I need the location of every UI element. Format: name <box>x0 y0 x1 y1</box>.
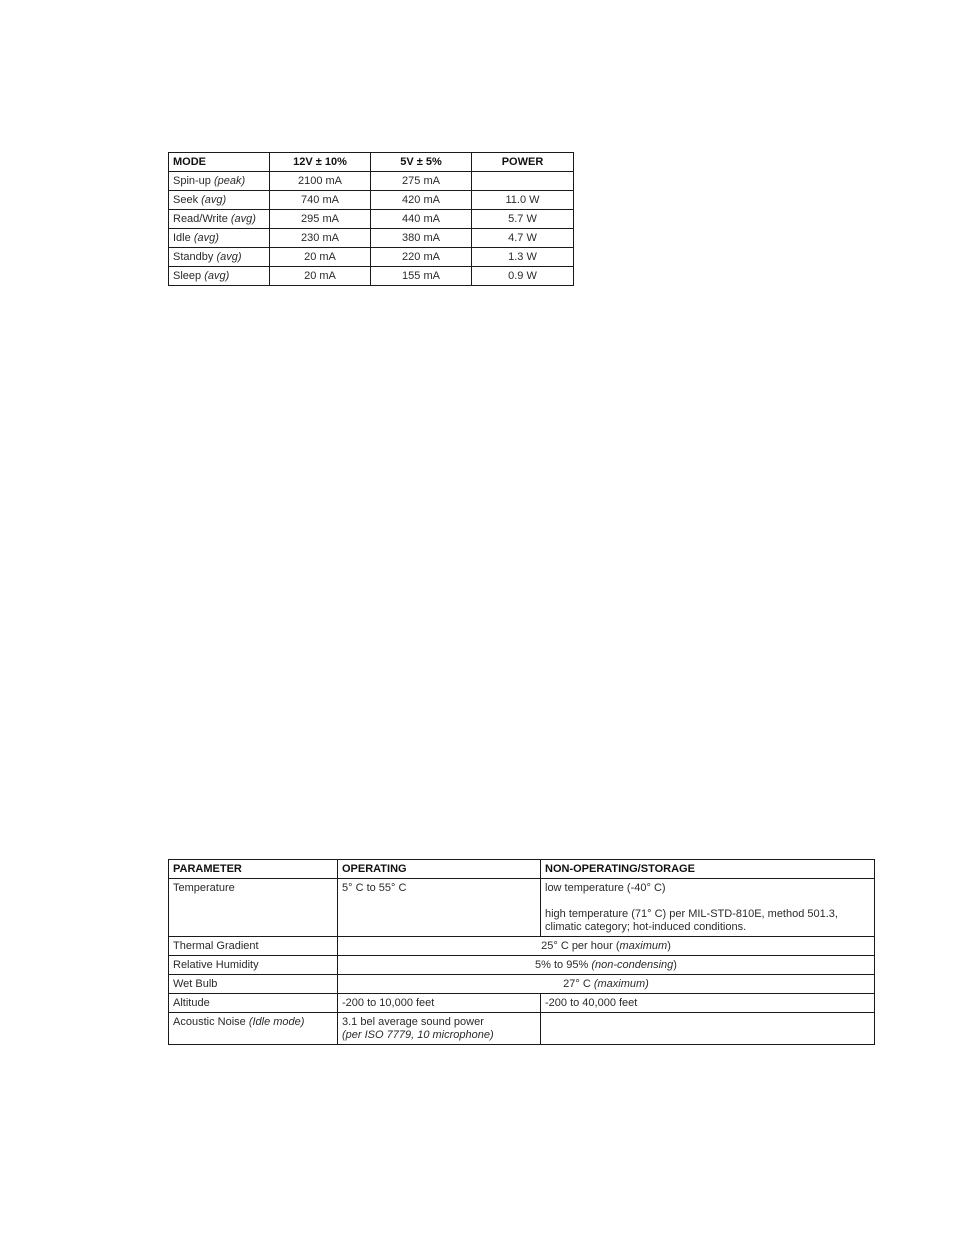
power-value: 5.7 W <box>472 210 574 229</box>
current-12v: 740 mA <box>270 191 371 210</box>
table-row-thermal-gradient <box>169 937 875 956</box>
current-5v: 420 mA <box>371 191 472 210</box>
current-5v: 155 mA <box>371 267 472 286</box>
current-5v: 220 mA <box>371 248 472 267</box>
combined-value <box>338 956 875 975</box>
current-5v: 440 mA <box>371 210 472 229</box>
mode-cell <box>169 229 270 248</box>
header-12v: 12V ± 10% <box>270 153 371 172</box>
power-value: 4.7 W <box>472 229 574 248</box>
mode-qualifier: (avg) <box>230 213 256 225</box>
header-5v: 5V ± 5% <box>371 153 472 172</box>
mode-cell <box>169 191 270 210</box>
header-power: POWER <box>472 153 574 172</box>
table-row-acoustic-noise <box>169 1013 875 1045</box>
power-value <box>472 172 574 191</box>
storage-high-temp: high temperature (71° C) per MIL-STD-810E, method 501.3, climatic category; hot-induced conditions. <box>545 908 838 933</box>
parameter-label <box>169 1013 338 1045</box>
table-row <box>169 229 574 248</box>
parameter-label: Wet Bulb <box>169 975 338 994</box>
table-row <box>169 172 574 191</box>
power-value: 11.0 W <box>472 191 574 210</box>
table-header-row <box>169 153 574 172</box>
value-text: 27° C <box>563 978 594 990</box>
table-row-temperature <box>169 879 875 937</box>
power-value: 0.9 W <box>472 267 574 286</box>
header-parameter: PARAMETER <box>169 860 338 879</box>
value-text: 25° C per hour ( <box>541 940 620 952</box>
mode-cell <box>169 172 270 191</box>
mode-label: Spin-up <box>173 175 211 187</box>
combined-value <box>338 975 875 994</box>
value-tail: ) <box>673 959 677 971</box>
parameter-label-text: Acoustic Noise <box>173 1016 249 1028</box>
storage-value <box>541 879 875 937</box>
header-storage: NON-OPERATING/STORAGE <box>541 860 875 879</box>
operating-value-note: (per ISO 7779, 10 microphone) <box>342 1029 494 1041</box>
table-row-relative-humidity <box>169 956 875 975</box>
value-qualifier: maximum <box>619 940 668 952</box>
mode-label: Idle <box>173 232 191 244</box>
mode-label: Read/Write <box>173 213 228 225</box>
mode-qualifier: (avg) <box>193 232 219 244</box>
mode-cell <box>169 267 270 286</box>
operating-value <box>338 1013 541 1045</box>
current-12v: 20 mA <box>270 248 371 267</box>
parameter-label: Relative Humidity <box>169 956 338 975</box>
storage-value <box>541 1013 875 1045</box>
table-row-altitude <box>169 994 875 1013</box>
storage-value: -200 to 40,000 feet <box>541 994 875 1013</box>
power-consumption-table <box>168 152 574 286</box>
value-text: 5% to 95% <box>535 959 592 971</box>
table-header-row <box>169 860 875 879</box>
mode-qualifier: (avg) <box>204 270 230 282</box>
environmental-specs-table <box>168 859 875 1045</box>
power-value: 1.3 W <box>472 248 574 267</box>
value-tail: ) <box>667 940 671 952</box>
mode-qualifier: (avg) <box>201 194 227 206</box>
operating-value: 5° C to 55° C <box>338 879 541 937</box>
table-row <box>169 267 574 286</box>
current-12v: 20 mA <box>270 267 371 286</box>
mode-cell <box>169 248 270 267</box>
header-operating: OPERATING <box>338 860 541 879</box>
mode-label: Sleep <box>173 270 202 282</box>
parameter-qualifier: (Idle mode) <box>248 1016 305 1028</box>
mode-qualifier: (avg) <box>216 251 242 263</box>
table-row <box>169 191 574 210</box>
current-12v: 295 mA <box>270 210 371 229</box>
parameter-label: Thermal Gradient <box>169 937 338 956</box>
combined-value <box>338 937 875 956</box>
mode-label: Seek <box>173 194 199 206</box>
current-5v: 380 mA <box>371 229 472 248</box>
mode-cell <box>169 210 270 229</box>
operating-value: -200 to 10,000 feet <box>338 994 541 1013</box>
current-12v: 2100 mA <box>270 172 371 191</box>
parameter-label: Altitude <box>169 994 338 1013</box>
table-row <box>169 248 574 267</box>
table-row-wet-bulb <box>169 975 875 994</box>
parameter-label: Temperature <box>169 879 338 937</box>
table-row <box>169 210 574 229</box>
value-qualifier: (non-condensing <box>591 959 674 971</box>
mode-label: Standby <box>173 251 214 263</box>
header-mode: MODE <box>169 153 270 172</box>
current-12v: 230 mA <box>270 229 371 248</box>
value-qualifier: (maximum) <box>593 978 649 990</box>
current-5v: 275 mA <box>371 172 472 191</box>
mode-qualifier: (peak) <box>213 175 246 187</box>
storage-low-temp: low temperature (-40° C) <box>545 882 666 894</box>
operating-value-text: 3.1 bel average sound power <box>342 1016 484 1028</box>
